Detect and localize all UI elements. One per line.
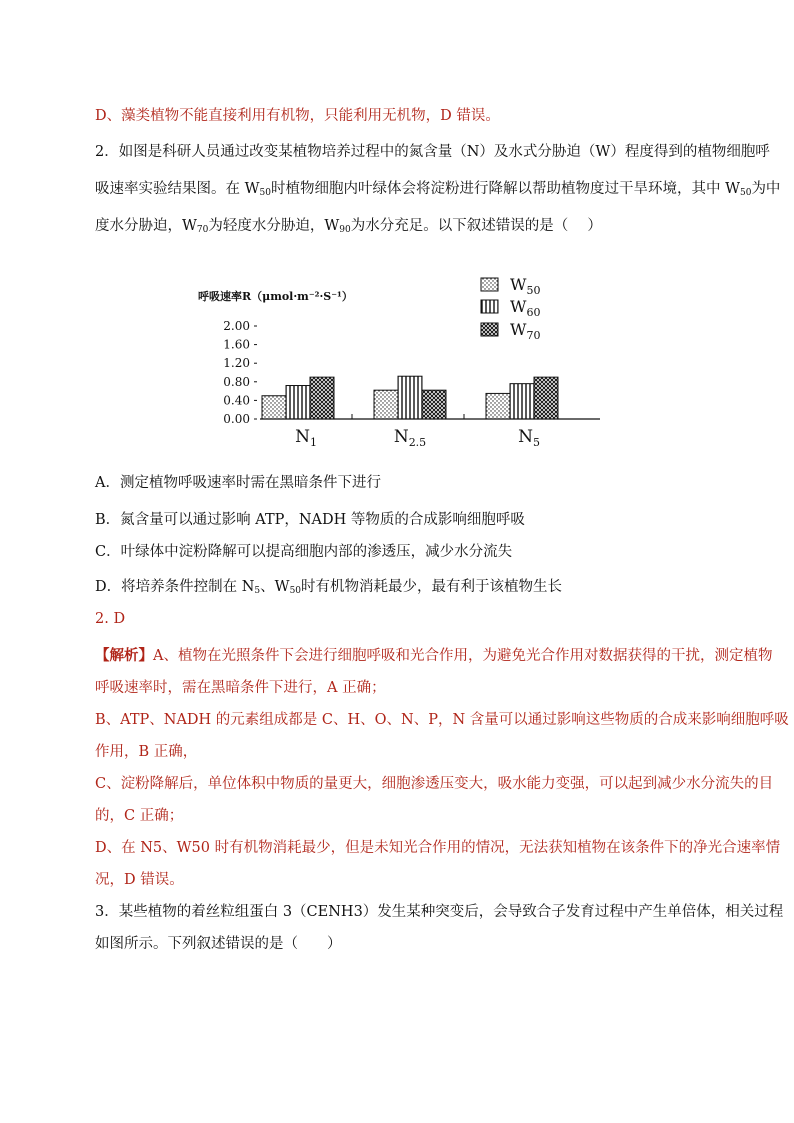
q2-stem-line-3: 度水分胁迫，$W_{70}$为轻度水分胁迫，$W_{90}$为水分充足。以下叙述错误的是（ ） <box>95 218 602 235</box>
legend-label-W70: $W_{70}$ <box>510 320 541 342</box>
q2-analysis-b-line-1: B、ATP、NADH 的元素组成都是 C、H、O、N、P，N 含量可以通过影响这些物质的合成来影响细胞呼吸 <box>95 712 789 728</box>
legend-swatch-W70 <box>481 323 498 336</box>
y-tick-label: 1.60 <box>223 337 250 352</box>
q2-option-c: C．叶绿体中淀粉降解可以提高细胞内部的渗透压，减少水分流失 <box>95 544 513 560</box>
bar-W50-N2.5 <box>374 390 398 419</box>
bar-W70-N1 <box>310 377 334 419</box>
q1-option-d-conclusion: D、藻类植物不能直接利用有机物，只能利用无机物，D 错误。 <box>95 108 500 124</box>
q3-stem-line-1: 3．某些植物的着丝粒组蛋白 3（CENH3）发生某种突变后，会导致合子发育过程中产生单倍体，相关过程 <box>95 904 784 920</box>
legend-label-W50: $W_{50}$ <box>510 275 541 297</box>
q2-option-b: B．氮含量可以通过影响 ATP，NADH 等物质的合成影响细胞呼吸 <box>95 512 525 528</box>
x-axis-labels <box>295 427 540 449</box>
q2-analysis-a-line-2: 呼吸速率时，需在黑暗条件下进行，A 正确； <box>95 680 386 696</box>
q2-analysis-c-line-1: C、淀粉降解后，单位体积中物质的量更大，细胞渗透压变大，吸水能力变强，可以起到减少水分流失的目 <box>95 776 774 792</box>
bar-series <box>262 376 558 419</box>
y-tick-label: 0.80 <box>223 374 250 389</box>
y-tick-label: 0.00 <box>223 412 250 426</box>
analysis-tag: 【解析】 <box>95 647 153 664</box>
q2-analysis-b-line-2: 作用，B 正确， <box>95 744 198 760</box>
bar-W50-N1 <box>262 396 286 419</box>
q2-option-d: D．将培养条件控制在 $N_5$、$W_{50}$时有机物消耗最少，最有利于该植物生长 <box>95 579 563 596</box>
chart-ylabel: 呼吸速率R（μmol·m⁻²·S⁻¹） <box>198 290 353 303</box>
bar-W50-N5 <box>486 393 510 419</box>
x-label-N1: $N_1$ <box>295 427 317 449</box>
y-tick-label: 2.00 <box>223 319 250 333</box>
y-axis-ticks <box>223 319 257 426</box>
bar-W60-N1 <box>286 386 310 419</box>
legend-swatch-W60 <box>481 300 498 313</box>
x-label-N5: $N_5$ <box>518 427 540 449</box>
q2-analysis-d-line-1: D、在 N5、W50 时有机物消耗最少，但是未知光合作用的情况，无法获知植物在该条件下的净光合速率情 <box>95 840 781 856</box>
x-label-N2.5: $N_{2.5}$ <box>393 427 427 449</box>
respiration-rate-bar-chart <box>192 272 612 452</box>
q2-stem-line-1: 2．如图是科研人员通过改变某植物培养过程中的氮含量（N）及水式分胁迫（W）程度得到的植物细胞呼 <box>95 144 770 160</box>
chart-legend <box>481 275 540 342</box>
bar-W60-N2.5 <box>398 376 422 419</box>
q2-analysis-c-line-2: 的，C 正确； <box>95 808 184 824</box>
q2-stem-line-2: 吸速率实验结果图。在 $W_{50}$时植物细胞内叶绿体会将淀粉进行降解以帮助植物度过干旱环境，其中 $W_{50}$为中 <box>95 181 781 198</box>
q2-answer: 2. D <box>95 611 126 627</box>
y-tick-label: 0.40 <box>223 393 250 408</box>
legend-label-W60: $W_{60}$ <box>510 297 541 319</box>
bar-W70-N2.5 <box>422 390 446 419</box>
legend-swatch-W50 <box>481 278 498 291</box>
q2-option-a: A．测定植物呼吸速率时需在黑暗条件下进行 <box>95 475 381 491</box>
q2-analysis-a-line-1: 【解析】A、植物在光照条件下会进行细胞呼吸和光合作用，为避免光合作用对数据获得的干扰，测定植物 <box>95 647 773 664</box>
y-tick-label: 1.20 <box>223 356 250 371</box>
bar-W70-N5 <box>534 377 558 419</box>
bar-W60-N5 <box>510 384 534 419</box>
q3-stem-line-2: 如图所示。下列叙述错误的是（ ） <box>95 936 342 952</box>
q2-analysis-d-line-2: 况，D 错误。 <box>95 872 184 888</box>
